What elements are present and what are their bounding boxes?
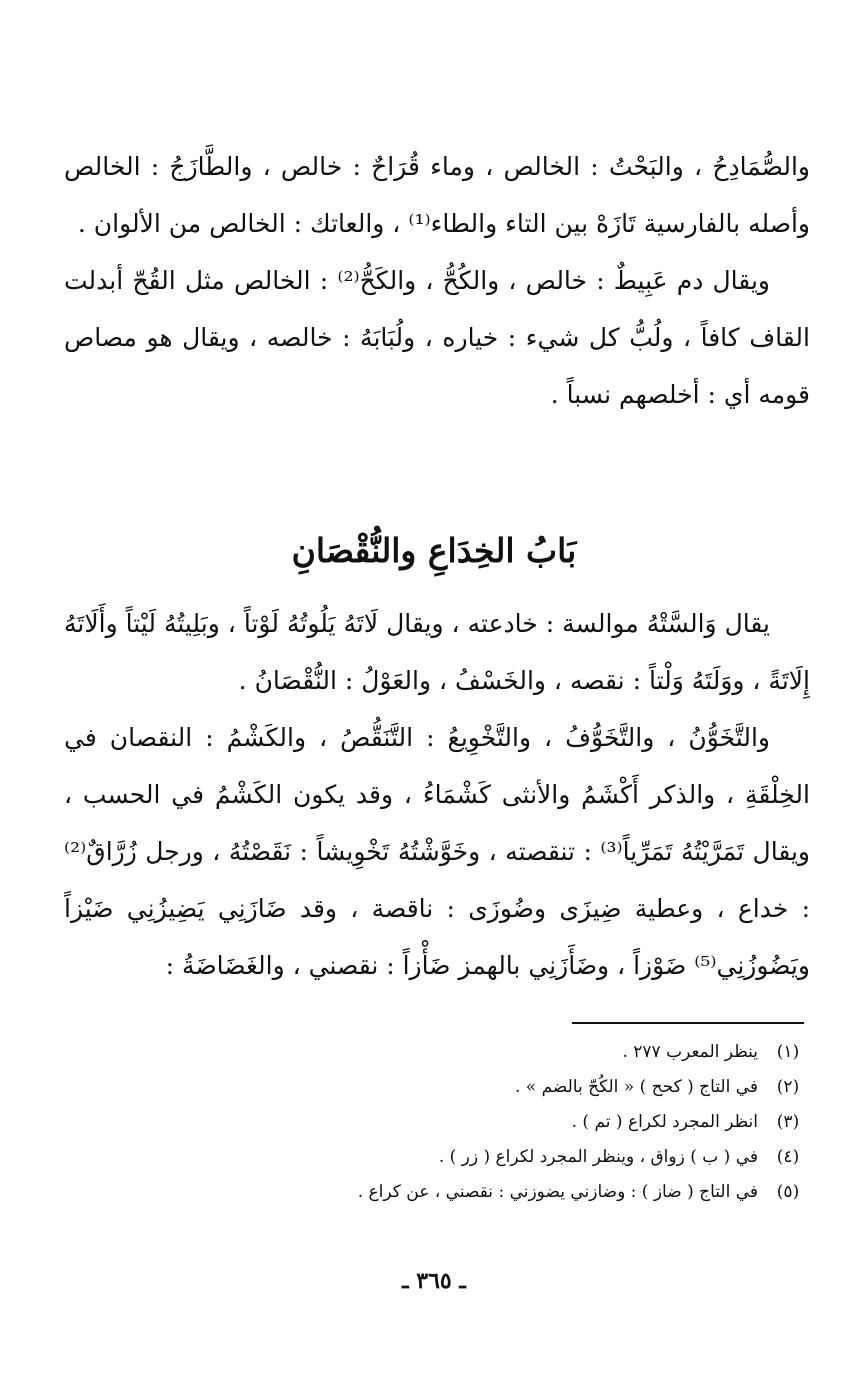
footnote	[64, 1175, 810, 1210]
paragraph: والتَّخَوُّنُ ، والتَّخَوُّفُ ، والتَّخْوِيعُ : التَّنَقُّصُ ، والكَشْمُ : النقصان في الخِلْقَةِ ، والذكر أَكْشَمُ والأنثى كَشْمَاءُ ، وقد يكون الكَشْمُ في الحسب ، ويقال تَمَرَّيْتُهُ تَمَرِّياً⁽³⁾ : تنقصته ، وخَوَّشْتُهُ تَخْوِيشاً : نَقَصْتُهُ ، ورجل زُرَّاقٌ⁽²⁾ : خداع ، وعطية ضِيزَى وضُوزَى : ناقصة ، وقد ضَازَنِي يَضِيزُنِي ضَيْزاً ويَضُوزُنِي⁽⁵⁾ ضَوْزاً ، وضَأَزَنِي بالهمز ضَأْزاً : نقصني ، والغَضَاضَةُ :	[64, 723, 810, 980]
footnotes	[64, 1035, 810, 1210]
paragraph: ويقال دم عَبِيطٌ : خالص ، والكُحُّ ، والكَحُّ⁽²⁾ : الخالص مثل القُحّ أبدلت القاف كافاً ، ولُبُّ كل شيء : خياره ، ولُبَابَهُ : خالصه ، ويقال هو مصاص قومه أي : أخلصهم نسباً .	[64, 266, 810, 409]
footnote	[64, 1140, 810, 1175]
footnote-text: في التاج ( كحح ) « الكُحّ بالضم » .	[514, 1077, 758, 1097]
page-number: ـ ٣٦٥ ـ	[402, 1268, 466, 1294]
footnote-number: (٣)	[776, 1112, 800, 1132]
footnote	[64, 1070, 810, 1105]
footnote-divider	[572, 1022, 804, 1024]
footnote-number: (٥)	[776, 1182, 800, 1202]
footnote-text: في التاج ( ضاز ) : وضازني يضوزني : نقصني ، عن كراع .	[357, 1182, 758, 1202]
paragraph: والصُّمَادِحُ ، والبَحْتُ : الخالص ، وماء قُرَاحٌ : خالص ، والطَّازَجُ : الخالص وأصله بالفارسية تَازَهْ بين التاء والطاء⁽¹⁾ ، والعاتك : الخالص من الألوان .	[64, 152, 810, 238]
paragraph: يقال وَالسَّتْهُ موالسة : خادعته ، ويقال لَاتَهُ يَلُوتُهُ لَوْتاً ، وبَلِيتُهُ لَيْتاً وأَلَاتَهُ إِلَاتَةً ، ووَلَتَهُ وَلْتاً : نقصه ، والخَسْفُ ، والعَوْلُ : النُّقْصَانُ .	[64, 609, 810, 695]
footnote-number: (٢)	[776, 1077, 800, 1097]
footnote-number: (٤)	[776, 1147, 800, 1167]
footnote-text: في ( ب ) زواق ، وينظر المجرد لكراع ( زر ) .	[438, 1147, 758, 1167]
footnote-number: (١)	[776, 1042, 800, 1062]
footnote-text: انظر المجرد لكراع ( تم ) .	[571, 1112, 758, 1132]
chapter-heading: بَابُ الخِدَاعِ والنُّقْصَانِ	[291, 531, 577, 570]
section-one-body	[64, 138, 810, 423]
footnote-text: ينظر المعرب ٢٧٧ .	[622, 1042, 758, 1062]
footnote	[64, 1105, 810, 1140]
footnote	[64, 1035, 810, 1070]
section-two-body	[64, 595, 810, 994]
